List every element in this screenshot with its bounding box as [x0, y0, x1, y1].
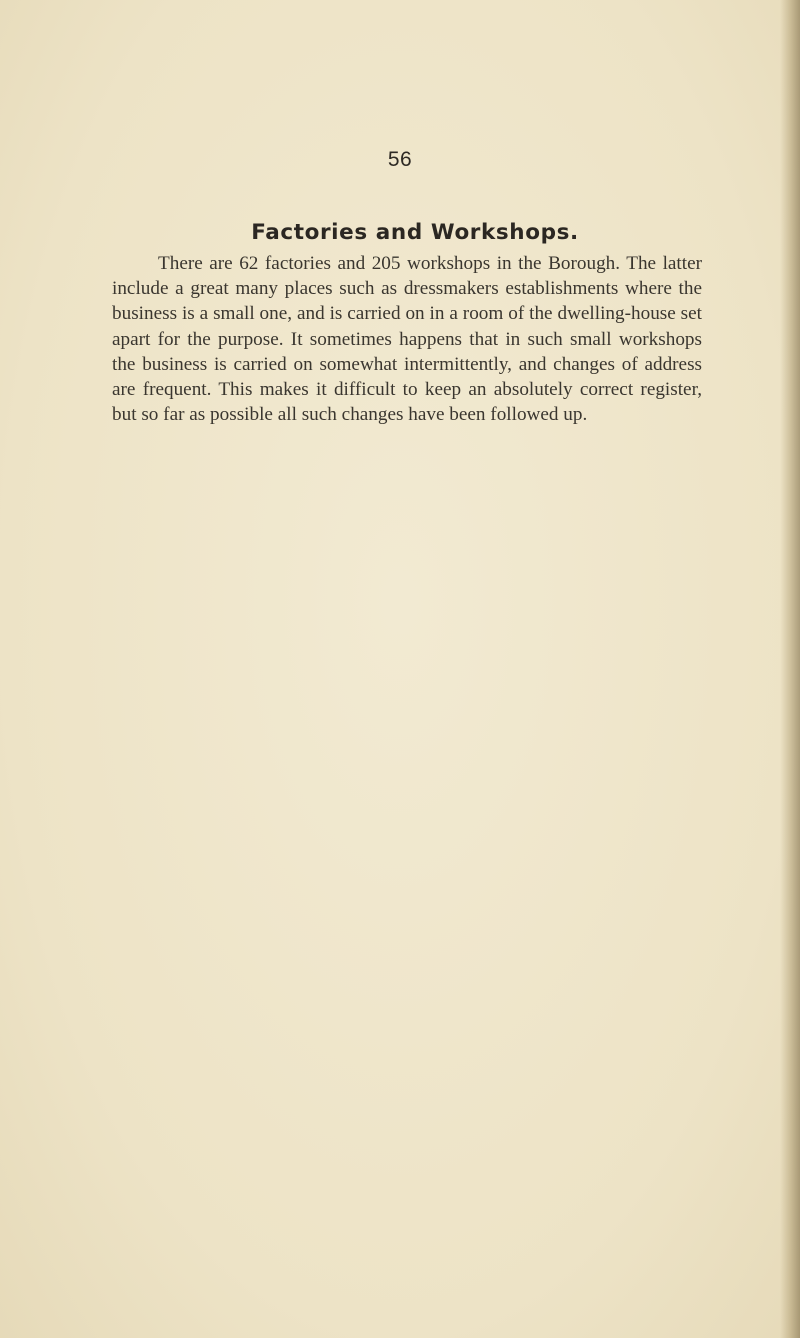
- body-paragraph: There are 62 factories and 205 workshops in the Borough. The latter include a great many places such as dressmakers establishments where the business is a small one, and is carried on in a room of the dwelling-house set apart for the purpose. It sometimes happens that in such small workshops the business is carried on somewhat intermittently, and changes of address are frequent. This makes it difficult to keep an absolutely correct register, but so far as possible all such changes have been followed up.: [112, 253, 702, 426]
- section-heading: Factories and Workshops.: [251, 220, 579, 245]
- page-number: 56: [387, 148, 413, 171]
